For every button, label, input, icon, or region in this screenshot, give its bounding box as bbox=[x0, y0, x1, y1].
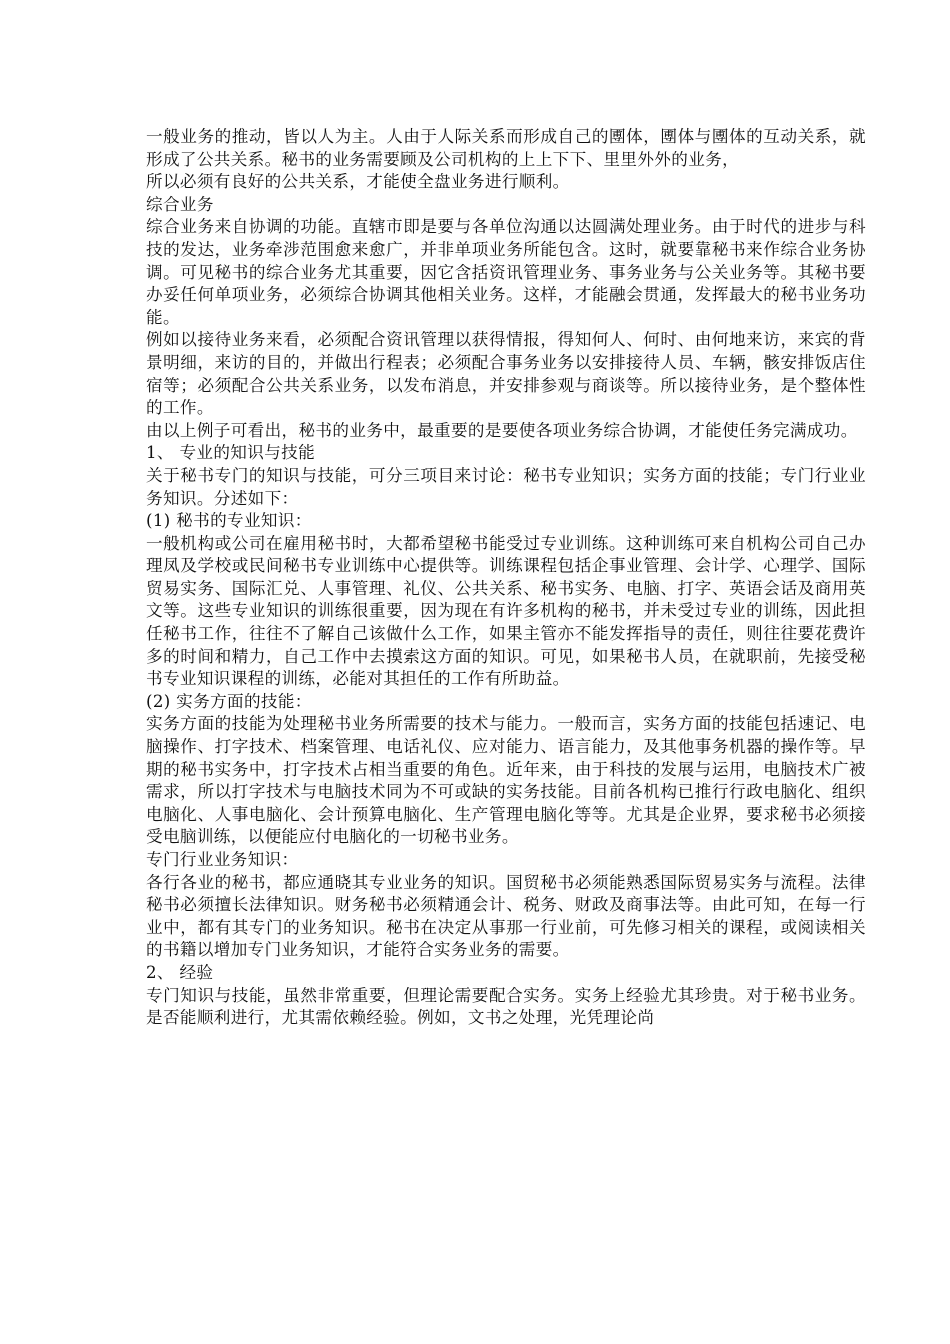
paragraph-comprehensive-business: 综合业务来自协调的功能。直辖市即是要与各单位沟通以达圆满处理业务。由于时代的进步与科技的发达，业务牵涉范围愈来愈广，并非单项业务所能包含。这时，就要靠秘书来作综合业务协调。可见秘书的综合业务尤其重要，因它含括资讯管理业务、事务业务与公关业务等。其秘书要办妥任何单项业务，必须综合协调其他相关业务。这样，才能融会贯通，发挥最大的秘书业务功能。 bbox=[146, 217, 866, 327]
subheading-industry-knowledge: 专门行业业务知识： bbox=[146, 850, 299, 869]
paragraph-conclusion: 由以上例子可看出，秘书的业务中，最重要的是要使各项业务综合协调，才能使任务完满成功。 bbox=[146, 420, 858, 440]
section-heading-comprehensive-business: 综合业务 bbox=[146, 194, 214, 214]
paragraph-reception-example: 例如以接待业务来看，必须配合资讯管理以获得情报，得知何人、何时、由何地来访，来宾的背景明细，来访的目的，并做出行程表；必须配合事务业务以安排接待人员、车辆，骸安排饭店住宿等；必须配合公共关系业务，以发布消息，并安排参观与商谈等。所以接待业务，是个整体性的工作。 bbox=[146, 330, 866, 418]
document-body bbox=[146, 126, 866, 1030]
subheading-practical-skills: (2) 实务方面的技能： bbox=[146, 691, 312, 711]
paragraph-public-relations: 一般业务的推动，皆以人为主。人由于人际关系而形成自己的圑体，圑体与圑体的互动关系，就形成了公共关系。秘书的业务需要顾及公司机构的上上下下、里里外外的业务， bbox=[146, 127, 866, 169]
paragraph-knowledge-overview: 关于秘书专门的知识与技能，可分三项目来讨论：秘书专业知识；实务方面的技能；专门行业业务知识。分述如下： bbox=[146, 465, 866, 508]
paragraph-industry-knowledge: 各行各业的秘书，都应通晓其专业业务的知识。国贸秘书必须能熟悉国际贸易实务与流程。法律秘书必须擅长法律知识。财务秘书必须精通会计、税务、财政及商事法等。由此可知，在每一行业中，都有其专门的业务知识。秘书在决定从事那一行业前，可先修习相关的课程，或阅读相关的书籍以增加专门业务知识，才能符合实务业务的需要。 bbox=[146, 872, 866, 960]
subheading-professional-knowledge: (1) 秘书的专业知识： bbox=[146, 511, 312, 531]
paragraph-public-relations-continued: 所以必须有良好的公共关系，才能使全盘业务进行顺利。 bbox=[146, 172, 570, 192]
paragraph-experience: 专门知识与技能，虽然非常重要，但理论需要配合实务。实务上经验尤其珍贵。对于秘书业务。是否能顺利进行，尤其需依赖经验。例如，文书之处理，光凭理论尚 bbox=[146, 985, 866, 1028]
section-heading-professional-knowledge: 1、 专业的知识与技能 bbox=[146, 443, 316, 463]
section-heading-experience: 2、 经验 bbox=[146, 962, 214, 982]
paragraph-professional-training: 一般机构或公司在雇用秘书时，大都希望秘书能受过专业训练。这种训练可来自机构公司自己办理凤及学校或民间秘书专业训练中心提供等。训练课程包括企事业管理、会计学、心理学、国际贸易实务、国际汇兑、人事管理、礼仪、公共关系、秘书实务、电脑、打字、英语会话及商用英文等。这些专业知识的训练很重要，因为现在有许多机构的秘书，并未受过专业的训练，因此担任秘书工作，往往不了解自己该做什么工作，如果主管亦不能发挥指导的责任，则往往要花费许多的时间和精力，自己工作中去摸索这方面的知识。可见，如果秘书人员，在就职前，先接受秘书专业知识课程的训练，必能对其担任的工作有所助益。 bbox=[146, 533, 866, 689]
paragraph-practical-skills: 实务方面的技能为处理秘书业务所需要的技术与能力。一般而言，实务方面的技能包括速记、电脑操作、打字技术、档案管理、电话礼仪、应对能力、语言能力，及其他事务机器的操作等。早期的秘书实务中，打字技术占相当重要的角色。近年来，由于科技的发展与运用，电脑技术广被需求，所以打字技术与电脑技术同为不可或缺的实务技能。目前各机构已推行行政电脑化、组织电脑化、人事电脑化、会计预算电脑化、生产管理电脑化等等。尤其是企业界，要求秘书必须接受电脑训练，以便能应付电脑化的一切秘书业务。 bbox=[146, 714, 866, 847]
